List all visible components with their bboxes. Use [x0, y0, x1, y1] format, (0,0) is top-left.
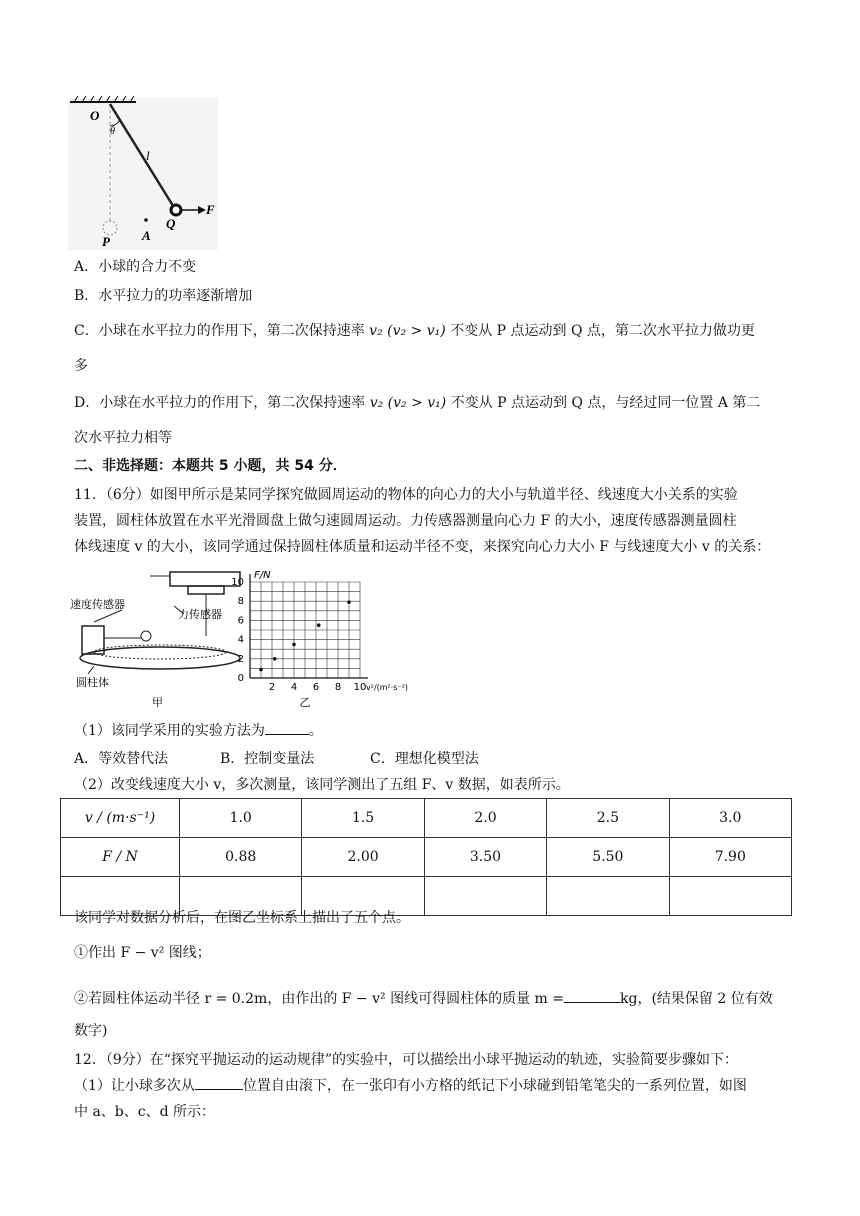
data-point: [347, 600, 351, 604]
apparatus-caption: 甲: [152, 696, 163, 709]
cylinder-label: 圆柱体: [76, 676, 109, 689]
table-row-f: [61, 838, 792, 877]
table-cell: 5.50: [547, 838, 669, 877]
f-v2-graph: [228, 566, 418, 710]
data-point: [317, 623, 321, 627]
q11-sub1-text: （1）该同学采用的实验方法为: [74, 723, 265, 739]
table-cell-empty[interactable]: [547, 877, 669, 916]
q12-line-3: 中 a、b、c、d 所示：: [74, 1104, 216, 1120]
table-cell: 1.0: [180, 799, 302, 838]
table-cell: 2.00: [302, 838, 424, 877]
q12-line-2-a: （1）让小球多次从: [74, 1078, 195, 1094]
option-d: [74, 392, 760, 412]
x-tick-label: 10: [353, 682, 367, 693]
option-c-pre: C．小球在水平拉力的作用下，第二次保持速率: [74, 323, 365, 339]
step-2: [74, 988, 773, 1008]
section-heading: 二、非选择题：本题共 5 小题，共 54 分．: [74, 458, 347, 474]
table-cell: 2.5: [547, 799, 669, 838]
y-tick-label: 2: [237, 653, 244, 665]
y-tick-label: 10: [231, 577, 244, 588]
option-a: A．小球的合力不变: [74, 259, 197, 275]
speed-sensor-label: 速度传感器: [70, 598, 125, 611]
step-2-a: ②若圆柱体运动半径 r = 0.2m，由作出的 F − v² 图线可得圆柱体的质量 m =: [74, 991, 564, 1007]
option-d-post: 不变从 P 点运动到 Q 点，与经过同一位置 A 第二: [450, 395, 761, 411]
x-tick-label: 2: [268, 682, 276, 693]
step-2-cont: 数字): [74, 1023, 108, 1039]
choice-c: C．理想化模型法: [370, 751, 479, 767]
option-c-cont: 多: [74, 358, 88, 374]
y-axis-label: F/N: [254, 570, 271, 581]
label-p: P: [102, 234, 110, 249]
option-d-pre: D．小球在水平拉力的作用下，第二次保持速率: [74, 395, 366, 411]
step-2-b: kg，(结果保留 2 位有效: [620, 991, 773, 1007]
data-table: [60, 798, 792, 916]
table-cell: 3.50: [424, 838, 546, 877]
q12-line-1: 12．（9分）在“探究平抛运动的运动规律”的实验中，可以描绘出小球平抛运动的轨迹，实验简要步骤如下：: [74, 1052, 739, 1068]
option-c-post: 不变从 P 点运动到 Q 点，第二次水平拉力做功更: [450, 323, 755, 339]
q11-line-1: 11．（6分）如图甲所示是某同学探究做圆周运动的物体的向心力的大小与轨道半径、线速度大小关系的实验: [74, 487, 738, 503]
table-cell: 3.0: [669, 799, 791, 838]
x-tick-label: 4: [290, 682, 298, 693]
q11-line-3: 体线速度 v 的大小，该同学通过保持圆柱体质量和运动半径不变，来探究向心力大小 F 与线速度大小 v 的关系：: [74, 539, 771, 555]
y-tick-label: 0: [237, 673, 244, 684]
option-b: B．水平拉力的功率逐渐增加: [74, 288, 253, 304]
x-tick-label: 8: [334, 682, 342, 693]
table-cell: 7.90: [669, 838, 791, 877]
option-c: [74, 320, 755, 340]
table-cell: 1.5: [302, 799, 424, 838]
table-row-v: [61, 799, 792, 838]
y-tick-label: 8: [237, 596, 244, 608]
answer-blank-method[interactable]: [265, 722, 309, 735]
choice-b: B．控制变量法: [220, 751, 315, 767]
apparatus-figure: [70, 566, 246, 710]
option-c-cond: v₂ (v₂ > v₁): [369, 323, 446, 339]
label-o: O: [90, 108, 100, 123]
option-d-cond: v₂ (v₂ > v₁): [369, 395, 447, 411]
x-tick-label: 6: [312, 682, 320, 693]
y-tick-label: 4: [237, 634, 244, 646]
data-point: [292, 643, 296, 647]
q12-line-2: [74, 1075, 747, 1095]
q11-line-2: 装置，圆柱体放置在水平光滑圆盘上做匀速圆周运动。力传感器测量向心力 F 的大小，速度传感器测量圆柱: [74, 513, 737, 529]
table-cell: 0.88: [180, 838, 302, 877]
label-q: Q: [166, 216, 176, 231]
x-axis-label: v²/(m²·s⁻²): [366, 683, 409, 692]
table-head-v: v / (m·s⁻¹): [61, 799, 180, 838]
step-1: ①作出 F − v² 图线；: [74, 945, 211, 961]
choice-a: A．等效替代法: [74, 751, 169, 767]
y-tick-label: 6: [237, 615, 244, 627]
table-head-f: F / N: [61, 838, 180, 877]
table-cell-empty[interactable]: [424, 877, 546, 916]
force-sensor-label: 力传感器: [178, 608, 222, 621]
label-a: A: [142, 228, 151, 243]
q12-line-2-b: 位置自由滚下，在一张印有小方格的纸记下小球碰到铅笔笔尖的一系列位置，如图: [242, 1078, 747, 1094]
after-table-text: 该同学对数据分析后，在图乙坐标系上描出了五个点。: [74, 910, 410, 926]
data-point: [273, 657, 277, 661]
option-d-cont: 次水平拉力相等: [74, 430, 172, 446]
q11-sub1-end: 。: [308, 723, 323, 739]
q11-sub2: （2）改变线速度大小 v，多次测量，该同学测出了五组 F、v 数据，如表所示。: [74, 777, 570, 793]
answer-blank-position[interactable]: [195, 1077, 243, 1090]
table-cell-empty[interactable]: [669, 877, 791, 916]
answer-blank-mass[interactable]: [564, 990, 620, 1003]
label-f: F: [206, 202, 215, 217]
q11-sub1: [74, 720, 323, 740]
label-l: l: [146, 148, 150, 163]
label-theta: θ: [110, 126, 115, 137]
data-point: [259, 668, 263, 672]
pendulum-figure: [66, 96, 226, 256]
table-cell: 2.0: [424, 799, 546, 838]
graph-caption: 乙: [299, 696, 311, 709]
